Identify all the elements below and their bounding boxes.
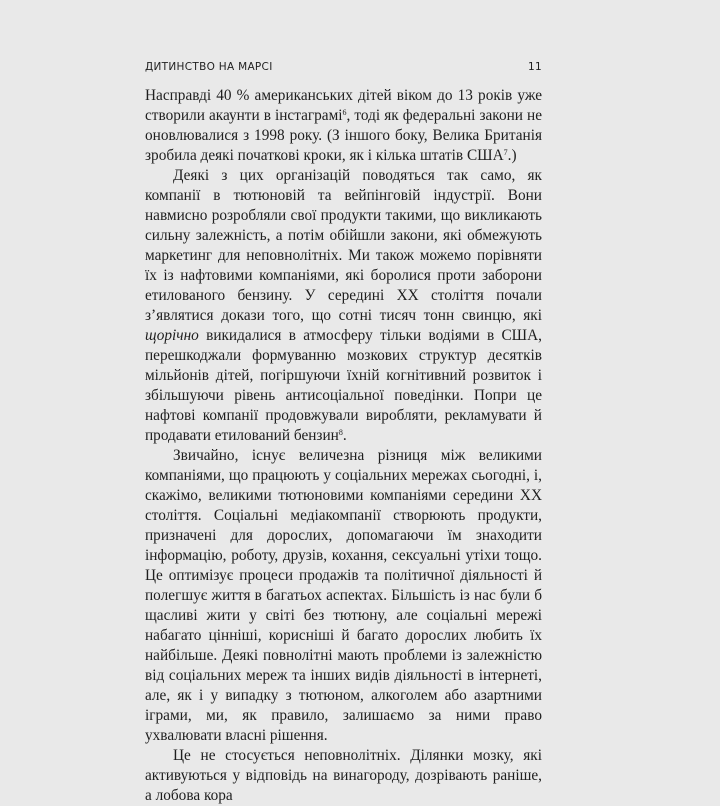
footnote-ref-7[interactable]: 7	[503, 148, 508, 157]
running-title: ДИТИНСТВО НА МАРСІ	[145, 61, 273, 73]
footnote-ref-8[interactable]: 8	[338, 428, 343, 437]
footnote-ref-6[interactable]: 6	[342, 108, 347, 117]
emphasis-text: щорічно	[145, 327, 199, 344]
paragraph-2	[145, 166, 542, 446]
paragraph-2-text-a: Деякі з цих організацій поводяться так само, як компанії в тютюновій та вейпінговій індустрії. Вони навмисно розробляли свої продукти такими, що викликають сильну залежність, а потім обійшли закони, які обмежують маркетинг для неповнолітніх. Ми також можемо порівняти їх із нафтовими компаніями, які боролися проти заборони етилованого бензину. У середині XX століття почали з’являтися докази того, що сотні тисяч тонн свинцю, які	[145, 167, 542, 324]
paragraph-1-text-b: , тоді як федеральні закони не оновлювалися з 1998 року. (З іншого боку, Велика Британія зробила деякі початкові кроки, як і кілька штатів США	[145, 107, 543, 164]
paragraph-2-text-b: викидалися в атмосферу тільки водіями в США, перешкоджали формуванню мозкових структур десятків мільйонів дітей, погіршуючи їхній когнітивний розвиток і збільшуючи рівень антисоціальної поведінки. Попри це нафтові компанії продовжували виробляти, рекламувати й продавати етилований бензин	[145, 327, 542, 444]
paragraph-2-text-c: .	[342, 427, 347, 444]
body-text	[145, 86, 542, 806]
paragraph-1-text-a: Насправді 40 % американських дітей віком до 13 років уже створили акаунти в інстаграмі	[145, 87, 542, 124]
paragraph-4: Це не стосується неповнолітніх. Ділянки мозку, які активуються у відповідь на винагороду, дозрівають раніше, а лобова кора	[145, 747, 542, 804]
running-head	[145, 61, 542, 75]
paragraph-1	[145, 86, 542, 166]
paragraph-3: Звичайно, існує величезна різниця між великими компаніями, що працюють у соціальних мережах сьогодні, і, скажімо, великими тютюновими компаніями середини XX століття. Соціальні медіакомпанії створюють продукти, призначені для дорослих, допомагаючи їм знаходити інформацію, роботу, друзів, кохання, сексуальні утіхи тощо. Це оптимізує процеси продажів та політичної діяльності й полегшує життя в багатьох аспектах. Більшість із нас були б щасливі жити у світі без тютюну, але соціальні мережі набагато цінніші, корисніші й багато дорослих любить їх найбільше. Деякі повнолітні мають проблеми із залежністю від соціальних мереж та інших видів діяльності в інтернеті, але, як і у випадку з тютюном, алкоголем або азартними іграми, ми, як правило, залишаємо за ними право ухвалювати власні рішення.	[145, 447, 542, 744]
paragraph-1-text-c: .)	[507, 147, 517, 164]
page-number: 11	[528, 61, 542, 73]
